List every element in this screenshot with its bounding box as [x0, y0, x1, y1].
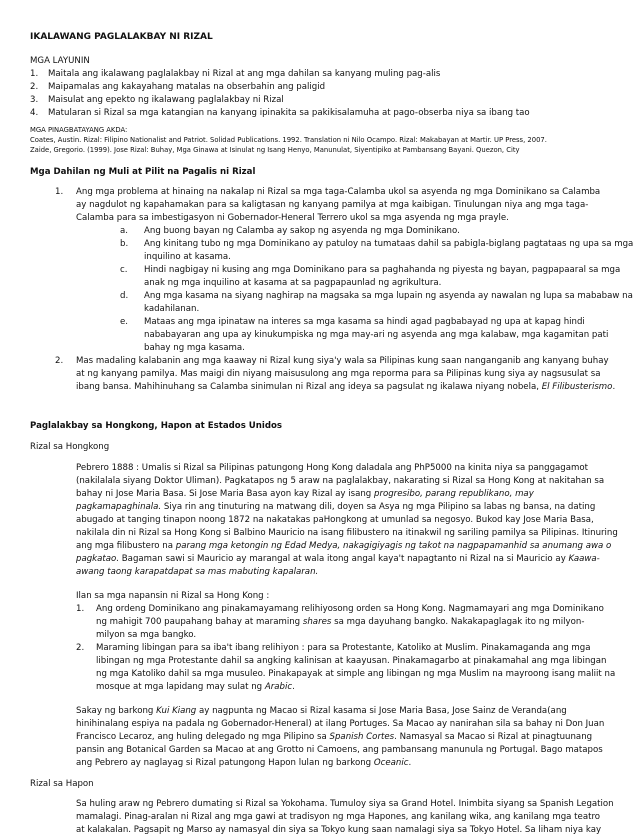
paragraph-line: ay nagdulot ng kapahamakan para sa kaligtasan ng kanyang pamilya at mga kaibigan. Tinulungan niya ang mga taga-: [76, 200, 589, 210]
paragraph-line: [76, 705, 567, 717]
subitem-line: anak ng mga inquilino at kasama at sa pagpapaunlad ng agrikultura.: [144, 278, 442, 288]
italic-run: pagkamapaghinala.: [76, 502, 162, 512]
objective-text: Maisulat ang epekto ng ikalawang paglalakbay ni Rizal: [48, 95, 284, 105]
text-run: .: [292, 682, 295, 692]
italic-run: Kaawa-: [568, 554, 600, 564]
subsection-heading: Rizal sa Hongkong: [30, 442, 110, 452]
paragraph-line: [76, 757, 411, 769]
paragraph-line: pansin ang Botanical Garden sa Macao at ang Grotto ni Camoens, ang pambansang manunula ng Portugal. Bago matapos: [76, 745, 603, 755]
paragraph-line: [76, 566, 318, 578]
paragraph-line: Mas madaling kalabanin ang mga kaaway ni Rizal kung siya'y wala sa Pilipinas kung saan nanganganib ang kanyang buhay: [76, 356, 609, 366]
text-run: Siya rin ang tinuturing na matwang dili, doyen sa Asya ng mga Pilipino sa labas ng bansa, na dating: [161, 502, 596, 512]
reference-line: Zaide, Gregorio. (1999). Jose Rizal: Buhay, Mga Ginawa at Isinulat ng Isang Henyo, Manunulat, Siyentipiko at Pambansang Bayani. Quezon, City: [30, 146, 520, 154]
subitem-line: Mataas ang mga ipinataw na interes sa mga kasama sa hindi agad pagbabayad ng upa at kapag hindi: [144, 317, 585, 327]
ship-name: Kui Kiang: [156, 706, 197, 716]
paragraph-line: at kalakalan. Pagsapit ng Marso ay namasyal din siya sa Tokyo kung saan namalagi siya sa Tokyo Hotel. Sa liham niya kay: [76, 825, 602, 835]
paragraph-line: Calamba para sa imbestigasyon ni Gobernador-Heneral Terrero ukol sa mga asyenda ng mga prayle.: [76, 213, 509, 223]
paragraph-line: milyon sa mga bangko.: [96, 630, 197, 640]
subitem-letter: e.: [120, 317, 129, 327]
references-heading: MGA PINAGBATAYANG AKDA:: [30, 126, 128, 134]
italic-run: progresibo, parang republikano, may: [373, 489, 534, 499]
subitem-letter: b.: [120, 239, 129, 249]
paragraph-line: [76, 501, 595, 513]
italic-run: Arabic: [264, 682, 293, 692]
section-heading: Paglalakbay sa Hongkong, Hapon at Estados Unidos: [30, 421, 283, 431]
paragraph-line: Sa huling araw ng Pebrero dumating si Rizal sa Yokohama. Tumuloy siya sa Grand Hotel. Inimbita siyang sa Spanish Legation: [76, 799, 614, 809]
text-run: ay nagpunta ng Macao si Rizal kasama si Jose Maria Basa, Jose Sainz de Veranda(ang: [196, 706, 567, 716]
paragraph-line: libingan ng mga Protestante dahil sa angking kalinisan at kaayusan. Pinakamagarbo at pinakamahal ang mga libingan: [96, 656, 607, 666]
text-run: ng mahigit 700 paupahang bahay at maraming: [96, 617, 303, 627]
text-run: Bagaman sawi si Mauricio ay marangal at wala itong angal kaya't napagtanto ni Rizal na si Mauricio ay: [119, 554, 566, 564]
subitem-line: Ang kinitang tubo ng mga Dominikano ay patuloy na tumataas dahil sa pabigla-biglang pagtataas ng upa sa mga: [144, 239, 634, 249]
observations-intro: Ilan sa mga napansin ni Rizal sa Hong Kong :: [76, 591, 270, 601]
objective-number: 3.: [30, 95, 39, 105]
subitem-line: Ang buong bayan ng Calamba ay sakop ng asyenda ng mga Dominikano.: [144, 226, 460, 236]
italic-run: awang taong karapatdapat sa mas mabuting kapalaran.: [76, 567, 319, 577]
objective-number: 2.: [30, 82, 39, 92]
paragraph-line: Ang mga problema at hinaing na nakalap ni Rizal sa mga taga-Calamba ukol sa asyenda ng mga Dominikano sa Calamba: [76, 187, 601, 197]
text-run: .: [408, 758, 412, 768]
objective-number: 4.: [30, 108, 39, 118]
text-run: ang mga filibustero na: [76, 541, 173, 551]
objective-text: Maitala ang ikalawang paglalakbay ni Rizal at ang mga dahilan sa kanyang muling pag-alis: [48, 69, 441, 79]
item-number: 2.: [76, 643, 85, 653]
paragraph-line: abugado at tanging tinapon noong 1872 na nakatakas paHongkong at umunlad sa negosyo. Bukod kay Jose Maria Basa,: [76, 515, 594, 525]
text-run: mosque at mga lapidang may sulat ng: [96, 682, 265, 692]
subitem-line: bahay ng mga kasama.: [144, 343, 245, 353]
paragraph-line: ng mga Katoliko dahil sa mga musuleo. Pinakapayak at simple ang libingan ng mga Muslim na mayroong isang maliit na: [96, 669, 616, 679]
reference-line: Coates, Austin. Rizal: Filipino Nationalist and Patriot. Solidad Publications. 1992. Translation ni Nilo Ocampo. Rizal: Makabayan at Martir. UP Press, 2007.: [30, 136, 547, 144]
subitem-line: Hindi nagbigay ni kusing ang mga Dominikano para sa paghahanda ng piyesta ng bayan, pagpapaaral sa mga: [144, 265, 621, 275]
paragraph-line: (nakilalala siyang Doktor Uliman). Pagkatapos ng 5 araw na paglalakbay, nakarating si Rizal sa Hong Kong at nakitahan sa: [76, 476, 605, 486]
italic-run: parang mga ketongin ng Edad Medya, nakagigiyagis ng takot na nagpapamanhid sa anumang awa o: [175, 541, 612, 551]
paragraph-line: [76, 381, 615, 393]
objectives-heading: MGA LAYUNIN: [30, 56, 90, 66]
italic-run: shares: [302, 617, 332, 627]
paragraph-line: at ng kanyang pamilya. Mas maigi din niyang maisusulong ang mga reporma para sa Pilipinas kung siya ay nagsusulat sa: [76, 369, 601, 379]
item-number: 2.: [55, 356, 64, 366]
paragraph-line: nakilala din ni Rizal sa Hong Kong si Balbino Mauricio na isang filibustero na itinakwil ng sariling pamilya sa Pilipinas. Itinuring: [76, 528, 618, 538]
text-run: .: [612, 382, 616, 392]
objective-text: Matularan si Rizal sa mga katangian na kanyang ipinakita sa pakikisalamuha at pago-obserba niya sa ibang tao: [48, 108, 530, 118]
item-number: 1.: [76, 604, 85, 614]
subitem-letter: a.: [120, 226, 128, 236]
paragraph-line: mamalagi. Pinag-aralan ni Rizal ang mga gawi at tradisyon ng mga Hapones, ang kanilang wika, ang kanilang mga teatro: [76, 812, 601, 822]
paragraph-line: [76, 731, 592, 743]
subsection-heading: Rizal sa Hapon: [30, 779, 94, 789]
paragraph-line: Maraming libingan para sa iba't ibang relihiyon : para sa Protestante, Katoliko at Muslim. Pinakamaganda ang mga: [96, 643, 591, 653]
subitem-letter: d.: [120, 291, 129, 301]
paragraph-line: hinihinalang espiya na padala ng Gobernador-Heneral) at ilang Portuges. Sa Macao ay nanirahan sila sa bahay ni Don Juan: [76, 719, 605, 729]
paragraph-line: Ang ordeng Dominikano ang pinakamayamang relihiyosong orden sa Hong Kong. Nagmamayari ang mga Dominikano: [96, 604, 604, 614]
subitem-line: kadahilanan.: [144, 304, 200, 314]
objective-text: Maipamalas ang kakayahang matalas na obserbahin ang paligid: [48, 82, 326, 92]
text-run: ang Pebrero ay naglayag si Rizal patungong Hapon lulan ng barkong: [76, 758, 374, 768]
novel-title: El Filibusterismo: [541, 382, 613, 392]
italic-run: Spanish Cortes: [329, 732, 395, 742]
text-run: bahay ni Jose Maria Basa. Si Jose Maria Basa ayon kay Rizal ay isang: [76, 489, 372, 499]
paragraph-line: [96, 681, 295, 693]
subitem-letter: c.: [120, 265, 128, 275]
item-number: 1.: [55, 187, 64, 197]
paragraph-line: [76, 488, 534, 500]
paragraph-line: [96, 616, 584, 628]
paragraph-line: [76, 540, 611, 552]
ship-name: Oceanic: [373, 758, 409, 768]
document-title: IKALAWANG PAGLALAKBAY NI RIZAL: [30, 32, 213, 42]
subitem-line: Ang mga kasama na siyang naghirap na magsaka sa mga lupain ng asyenda ay nawalan ng lupa sa mababaw na: [144, 291, 633, 301]
subitem-line: nababayaran ang upa ay kinukumpiska ng mga may-ari ng asyenda ang mga kalabaw, mga kagamitan pati: [144, 330, 609, 340]
text-run: . Namasyal sa Macao si Rizal at pinagtuunang: [394, 732, 593, 742]
text-run: Sakay ng barkong: [76, 706, 157, 716]
text-run: sa mga dayuhang bangko. Nakakapaglagak ito ng milyon-: [331, 617, 585, 627]
objective-number: 1.: [30, 69, 39, 79]
italic-run: pagkatao.: [76, 554, 120, 564]
section-heading: Mga Dahilan ng Muli at Pilit na Pagalis ni Rizal: [30, 167, 256, 177]
subitem-line: inquilino at kasama.: [144, 252, 231, 262]
paragraph-line: Pebrero 1888 : Umalis si Rizal sa Pilipinas patungong Hong Kong daladala ang PhP5000 na kinita niya sa panggagamot: [76, 463, 589, 473]
text-run: ibang bansa. Mahihinuhang sa Calamba sinimulan ni Rizal ang ideya sa pagsulat ng ikalawa niyang nobela,: [76, 382, 539, 392]
paragraph-line: [76, 553, 600, 565]
text-run: Francisco Lecaroz, ang huling delegado ng mga Pilipino sa: [76, 732, 330, 742]
